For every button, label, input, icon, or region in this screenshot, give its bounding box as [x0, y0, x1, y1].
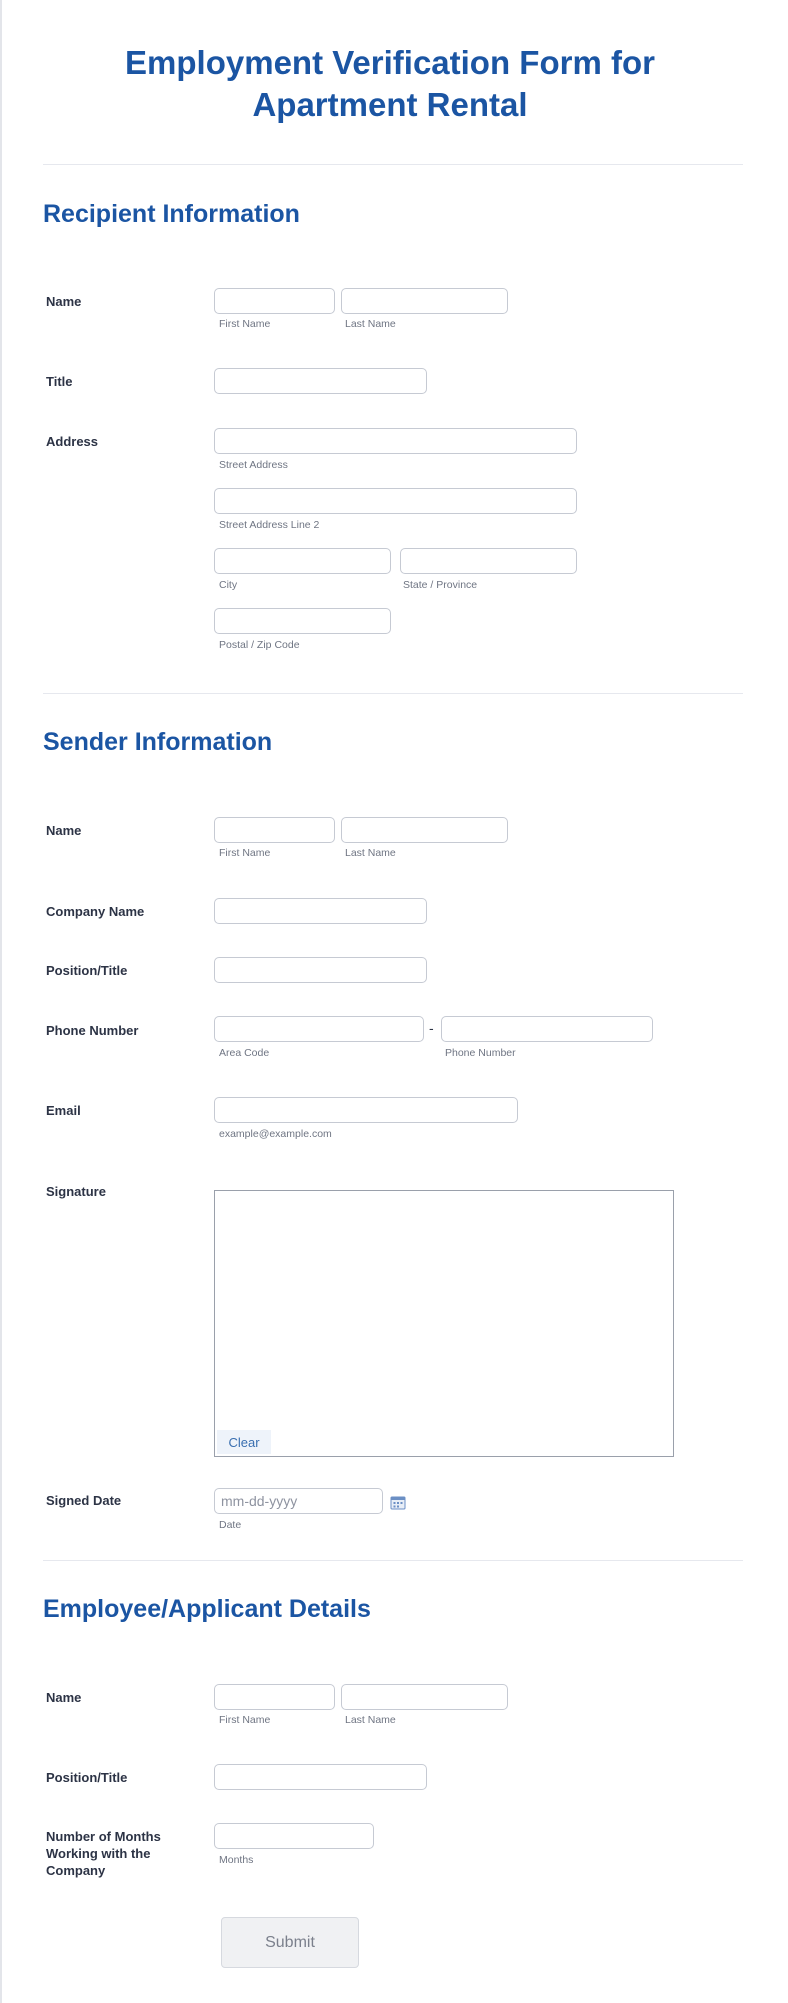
postal-code-input[interactable] — [214, 608, 391, 634]
sender-position-label: Position/Title — [46, 963, 128, 978]
recipient-title-label: Title — [46, 374, 73, 389]
employee-first-name-input[interactable] — [214, 1684, 335, 1710]
sender-name-label: Name — [46, 823, 82, 838]
months-working-label: Number of Months Working with the Company — [46, 1829, 161, 1878]
email-label: Email — [46, 1103, 81, 1118]
company-name-input[interactable] — [214, 898, 427, 924]
employee-name-label: Name — [46, 1690, 82, 1705]
recipient-section-heading: Recipient Information — [43, 200, 300, 228]
area-code-input[interactable] — [214, 1016, 424, 1042]
recipient-first-name-input[interactable] — [214, 288, 335, 314]
clear-signature-button[interactable]: Clear — [217, 1430, 271, 1454]
phone-number-label: Phone Number — [46, 1023, 139, 1038]
employee-section-heading: Employee/Applicant Details — [43, 1595, 371, 1623]
months-input[interactable] — [214, 1823, 374, 1849]
date-sublabel: Date — [219, 1519, 242, 1531]
phone-separator: - — [429, 1020, 434, 1036]
calendar-icon[interactable] — [390, 1494, 406, 1510]
employee-last-name-sublabel: Last Name — [345, 1714, 396, 1726]
signed-date-input[interactable] — [214, 1488, 383, 1514]
signature-label: Signature — [46, 1184, 106, 1199]
recipient-last-name-sublabel: Last Name — [345, 318, 396, 330]
state-province-input[interactable] — [400, 548, 577, 574]
street-address-line2-input[interactable] — [214, 488, 577, 514]
sender-last-name-sublabel: Last Name — [345, 847, 396, 859]
sender-section-heading: Sender Information — [43, 728, 273, 756]
form-title: Employment Verification Form for Apartment Rental — [125, 44, 655, 123]
postal-code-sublabel: Postal / Zip Code — [219, 639, 300, 651]
signature-pad[interactable] — [214, 1190, 674, 1457]
sender-last-name-input[interactable] — [341, 817, 508, 843]
phone-number-sublabel: Phone Number — [445, 1047, 516, 1059]
street-address-input[interactable] — [214, 428, 577, 454]
city-input[interactable] — [214, 548, 391, 574]
employee-position-input[interactable] — [214, 1764, 427, 1790]
recipient-last-name-input[interactable] — [341, 288, 508, 314]
recipient-address-label: Address — [46, 434, 99, 449]
recipient-title-input[interactable] — [214, 368, 427, 394]
employee-first-name-sublabel: First Name — [219, 1714, 271, 1726]
email-sublabel: example@example.com — [219, 1128, 332, 1140]
company-name-label: Company Name — [46, 904, 145, 919]
recipient-first-name-sublabel: First Name — [219, 318, 271, 330]
street-address-line2-sublabel: Street Address Line 2 — [219, 519, 320, 531]
page-left-border — [0, 0, 2, 2003]
email-input[interactable] — [214, 1097, 518, 1123]
city-sublabel: City — [219, 579, 238, 591]
phone-number-input[interactable] — [441, 1016, 653, 1042]
recipient-name-label: Name — [46, 294, 82, 309]
employee-last-name-input[interactable] — [341, 1684, 508, 1710]
section-divider — [43, 693, 743, 694]
signed-date-label: Signed Date — [46, 1493, 122, 1508]
state-province-sublabel: State / Province — [403, 579, 478, 591]
street-address-sublabel: Street Address — [219, 459, 288, 471]
section-divider — [43, 1560, 743, 1561]
area-code-sublabel: Area Code — [219, 1047, 270, 1059]
sender-position-input[interactable] — [214, 957, 427, 983]
submit-button[interactable]: Submit — [221, 1917, 359, 1968]
employee-position-label: Position/Title — [46, 1770, 128, 1785]
section-divider — [43, 164, 743, 165]
sender-first-name-input[interactable] — [214, 817, 335, 843]
months-sublabel: Months — [219, 1854, 254, 1866]
sender-first-name-sublabel: First Name — [219, 847, 271, 859]
